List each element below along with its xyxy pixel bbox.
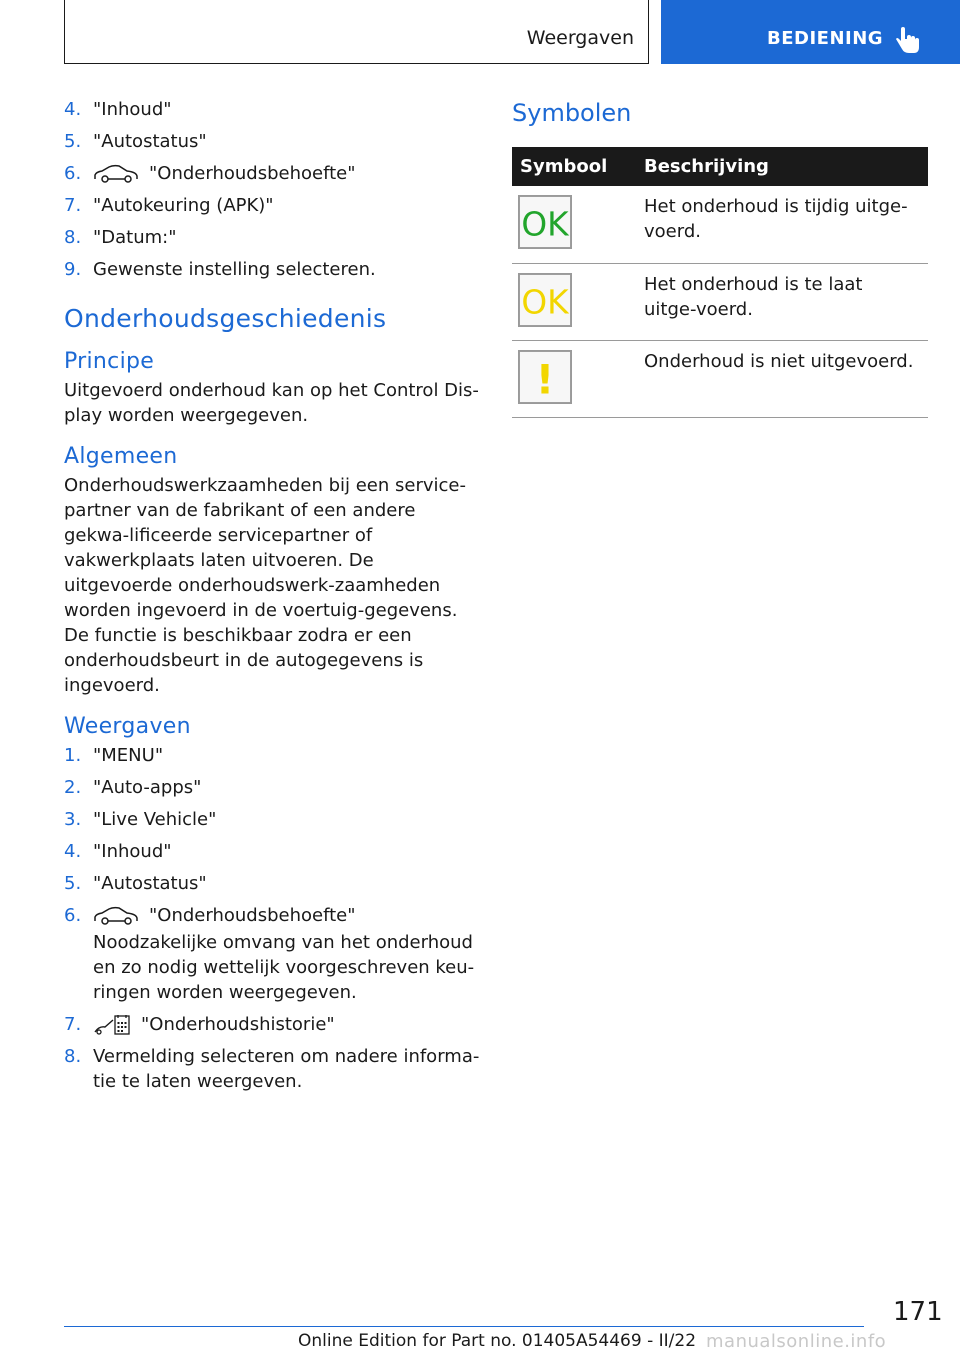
column-header-symbol: Symbool (512, 147, 636, 186)
list-item-text: "Live Vehicle" (93, 809, 217, 830)
chapter-tab-label: BEDIENING (767, 28, 884, 49)
list-item (64, 225, 484, 250)
list-item (64, 743, 484, 768)
description-cell: Het onderhoud is tijdig uitge-voerd. (636, 186, 928, 263)
list-item-text: "Onderhoudshistorie" (141, 1014, 335, 1035)
list-item (64, 97, 484, 122)
list-number: 4. (64, 99, 82, 120)
top-numbered-list (64, 97, 484, 282)
general-text: Onderhoudswerkzaamheden bij een service-partner van de fabrikant of een andere gekwa-lificeerde servicepartner of vakwerkplaats laten uitvoeren. De uitgevoerde onderhoudswerk-zaamheden worden ingevoerd in de voertuig-gegevens. De functie is beschikbaar zodra er een onderhoudsbeurt in de autogegevens is ingevoerd. (64, 475, 466, 696)
car-icon (93, 164, 139, 184)
list-number: 4. (64, 841, 82, 862)
list-item (64, 1012, 484, 1037)
header-section-title: Weergaven (526, 27, 634, 49)
table-row (512, 263, 928, 340)
list-number: 8. (64, 1046, 82, 1067)
table-row (512, 186, 928, 263)
list-number: 2. (64, 777, 82, 798)
list-number: 3. (64, 809, 82, 830)
column-header-description: Beschrijving (636, 147, 928, 186)
list-item (64, 807, 484, 832)
list-number: 7. (64, 195, 82, 216)
symbol-cell (512, 186, 636, 263)
pointing-hand-icon (895, 27, 921, 55)
symbol-text: OK (521, 282, 569, 321)
list-item-text: "Onderhoudsbehoefte" (149, 905, 356, 926)
service-history-icon (93, 1014, 131, 1036)
list-number: 6. (64, 905, 82, 926)
list-number: 5. (64, 131, 82, 152)
footer-divider (64, 1326, 864, 1327)
list-item (64, 161, 484, 186)
symbols-heading: Symbolen (512, 99, 632, 127)
list-number: 7. (64, 1014, 82, 1035)
list-item-subtext: Noodzakelijke omvang van het onderhoud en zo nodig wettelijk voorgeschreven keu-ringen worden weergegeven. (93, 932, 475, 1003)
ok-yellow-icon (518, 273, 572, 327)
list-item-text: "Inhoud" (93, 841, 172, 862)
list-item (64, 129, 484, 154)
list-item-text: "Inhoud" (93, 99, 172, 120)
list-item-text: "Autostatus" (93, 873, 207, 894)
list-number: 8. (64, 227, 82, 248)
watermark: manualsonline.info (706, 1331, 887, 1352)
list-number: 1. (64, 745, 82, 766)
table-row (512, 340, 928, 417)
description-cell: Onderhoud is niet uitgevoerd. (636, 340, 928, 417)
principle-text: Uitgevoerd onderhoud kan op het Control Dis-play worden weergegeven. (64, 380, 479, 426)
list-item-text: "Autostatus" (93, 131, 207, 152)
right-column (512, 97, 928, 418)
exclamation-yellow-icon (518, 350, 572, 404)
left-column (64, 97, 484, 1101)
principle-heading: Principe (64, 349, 155, 374)
symbols-table (512, 147, 928, 418)
list-item-text: "Auto-apps" (93, 777, 202, 798)
symbol-text: OK (521, 205, 569, 244)
chapter-tab[interactable] (661, 0, 960, 64)
list-number: 6. (64, 163, 82, 184)
symbol-cell (512, 263, 636, 340)
list-number: 9. (64, 259, 82, 280)
list-item-text: Gewenste instelling selecteren. (93, 259, 376, 280)
list-item (64, 257, 484, 282)
symbol-text: ! (535, 354, 555, 403)
car-icon (93, 906, 139, 926)
list-item-text: "Autokeuring (APK)" (93, 195, 274, 216)
list-number: 5. (64, 873, 82, 894)
list-item (64, 775, 484, 800)
description-cell: Het onderhoud is te laat uitge-voerd. (636, 263, 928, 340)
list-item (64, 839, 484, 864)
views-numbered-list (64, 743, 484, 1094)
page-number: 171 (893, 1297, 943, 1327)
symbol-cell (512, 340, 636, 417)
list-item-text: "Datum:" (93, 227, 177, 248)
list-item-text: Vermelding selecteren om nadere informa-tie te laten weergeven. (93, 1046, 480, 1092)
table-header-row (512, 147, 928, 186)
views-heading: Weergaven (64, 714, 191, 739)
header-section-box (64, 0, 649, 64)
list-item-text: "MENU" (93, 745, 164, 766)
list-item (64, 903, 484, 1005)
list-item (64, 871, 484, 896)
list-item (64, 1044, 484, 1094)
history-heading: Onderhoudsgeschiedenis (64, 304, 387, 333)
edition-text: Online Edition for Part no. 01405A54469 - II/22 (298, 1331, 697, 1351)
list-item (64, 193, 484, 218)
general-heading: Algemeen (64, 444, 178, 469)
ok-green-icon (518, 195, 572, 249)
list-item-text: "Onderhoudsbehoefte" (149, 163, 356, 184)
